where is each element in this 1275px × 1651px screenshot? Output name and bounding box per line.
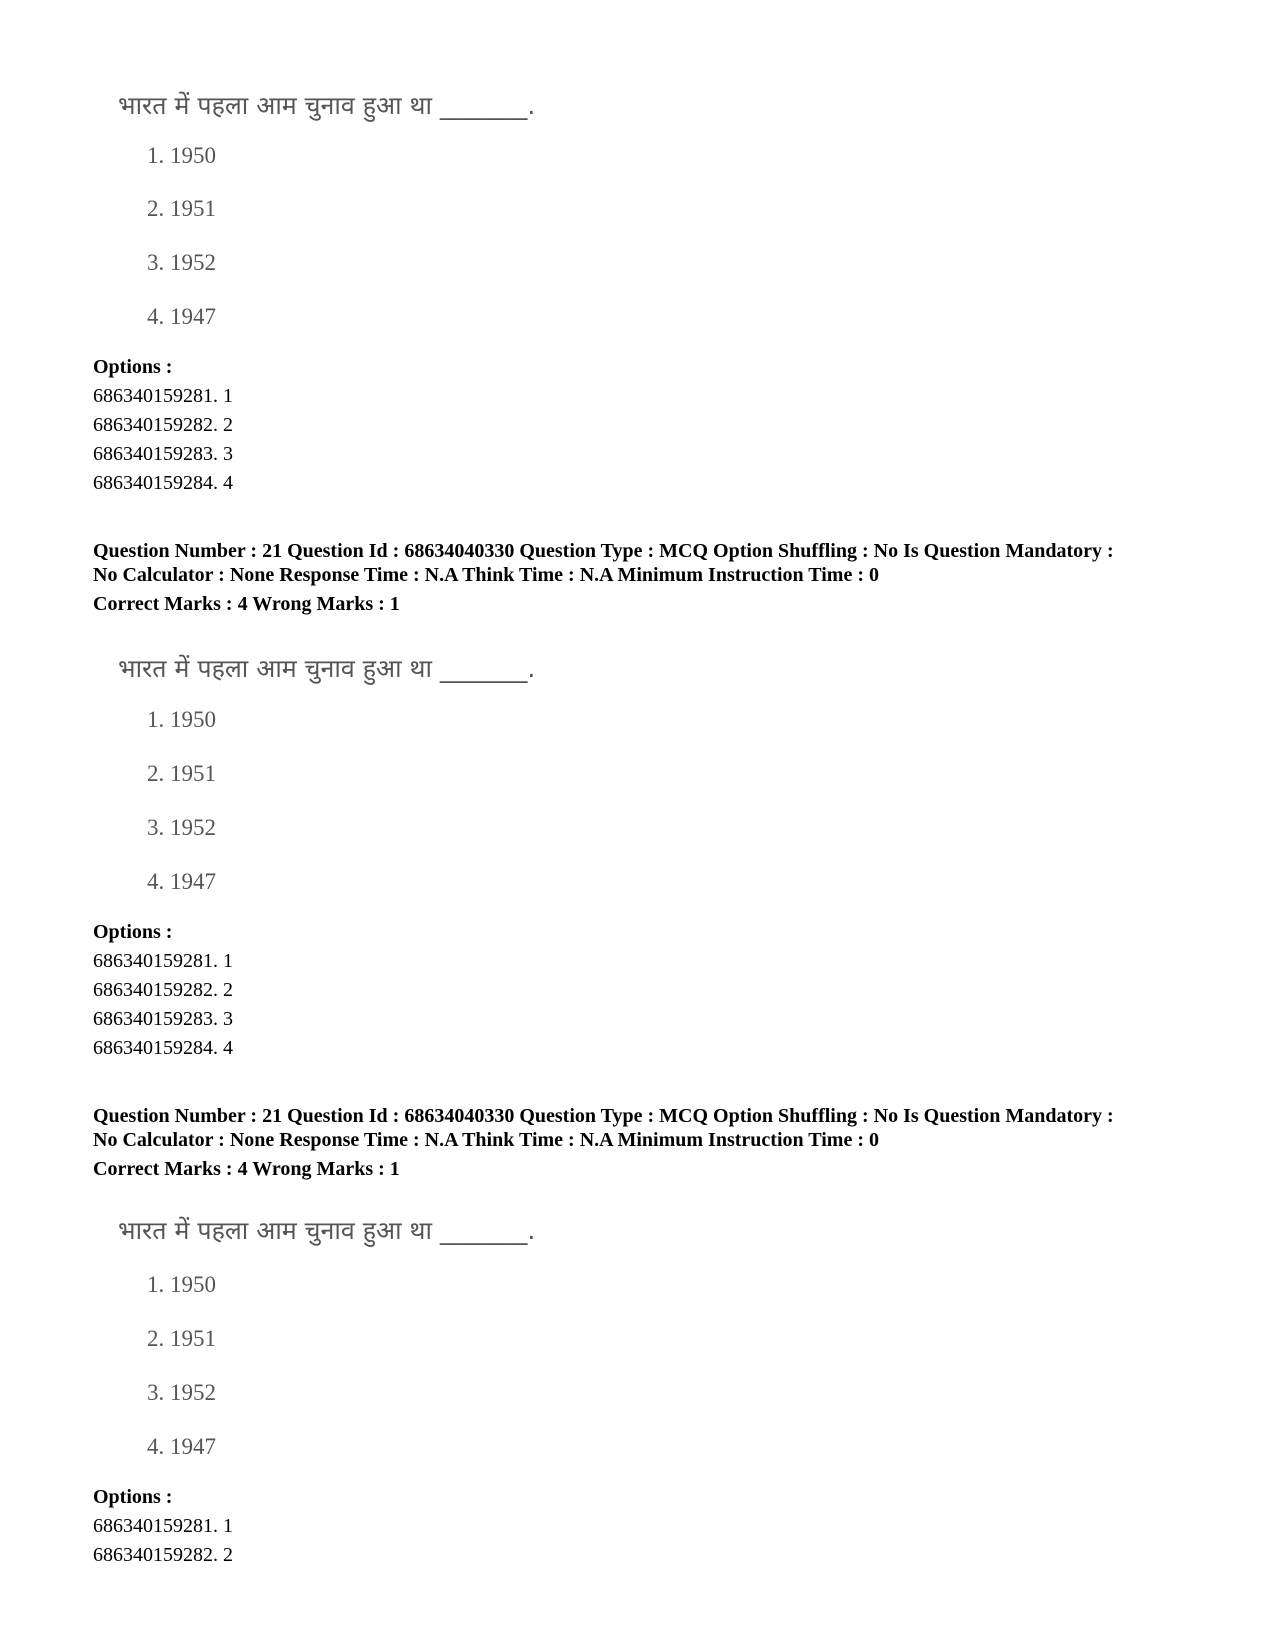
marks-line: Correct Marks : 4 Wrong Marks : 1 [93,1158,400,1180]
choice-1: 1. 1950 [147,707,216,732]
option-id-4: 686340159284. 4 [93,1037,233,1059]
marks-line: Correct Marks : 4 Wrong Marks : 1 [93,593,400,615]
choice-4: 4. 1947 [147,304,216,329]
choice-3: 3. 1952 [147,250,216,275]
meta-line-1: Question Number : 21 Question Id : 68634040330 Question Type : MCQ Option Shuffling : No Is Question Mandatory : [93,1105,1114,1127]
choice-2: 2. 1951 [147,1326,216,1351]
choice-3: 3. 1952 [147,1380,216,1405]
option-id-2: 686340159282. 2 [93,414,233,436]
question-text: भारत में पहला आम चुनाव हुआ था _______. [118,1216,536,1245]
option-id-2: 686340159282. 2 [93,979,233,1001]
meta-line-1: Question Number : 21 Question Id : 68634040330 Question Type : MCQ Option Shuffling : No Is Question Mandatory : [93,540,1114,562]
options-heading: Options : [93,356,173,378]
meta-line-2: No Calculator : None Response Time : N.A Think Time : N.A Minimum Instruction Time : 0 [93,564,879,586]
option-id-3: 686340159283. 3 [93,1008,233,1030]
meta-line-2: No Calculator : None Response Time : N.A Think Time : N.A Minimum Instruction Time : 0 [93,1129,879,1151]
question-text: भारत में पहला आम चुनाव हुआ था _______. [118,654,536,683]
options-heading: Options : [93,921,173,943]
option-id-4: 686340159284. 4 [93,472,233,494]
option-id-2: 686340159282. 2 [93,1544,233,1566]
choice-2: 2. 1951 [147,196,216,221]
choice-2: 2. 1951 [147,761,216,786]
choice-3: 3. 1952 [147,815,216,840]
option-id-3: 686340159283. 3 [93,443,233,465]
choice-1: 1. 1950 [147,143,216,168]
option-id-1: 686340159281. 1 [93,950,233,972]
option-id-1: 686340159281. 1 [93,385,233,407]
choice-1: 1. 1950 [147,1272,216,1297]
option-id-1: 686340159281. 1 [93,1515,233,1537]
choice-4: 4. 1947 [147,1434,216,1459]
choice-4: 4. 1947 [147,869,216,894]
options-heading: Options : [93,1486,173,1508]
question-text: भारत में पहला आम चुनाव हुआ था _______. [118,91,536,120]
